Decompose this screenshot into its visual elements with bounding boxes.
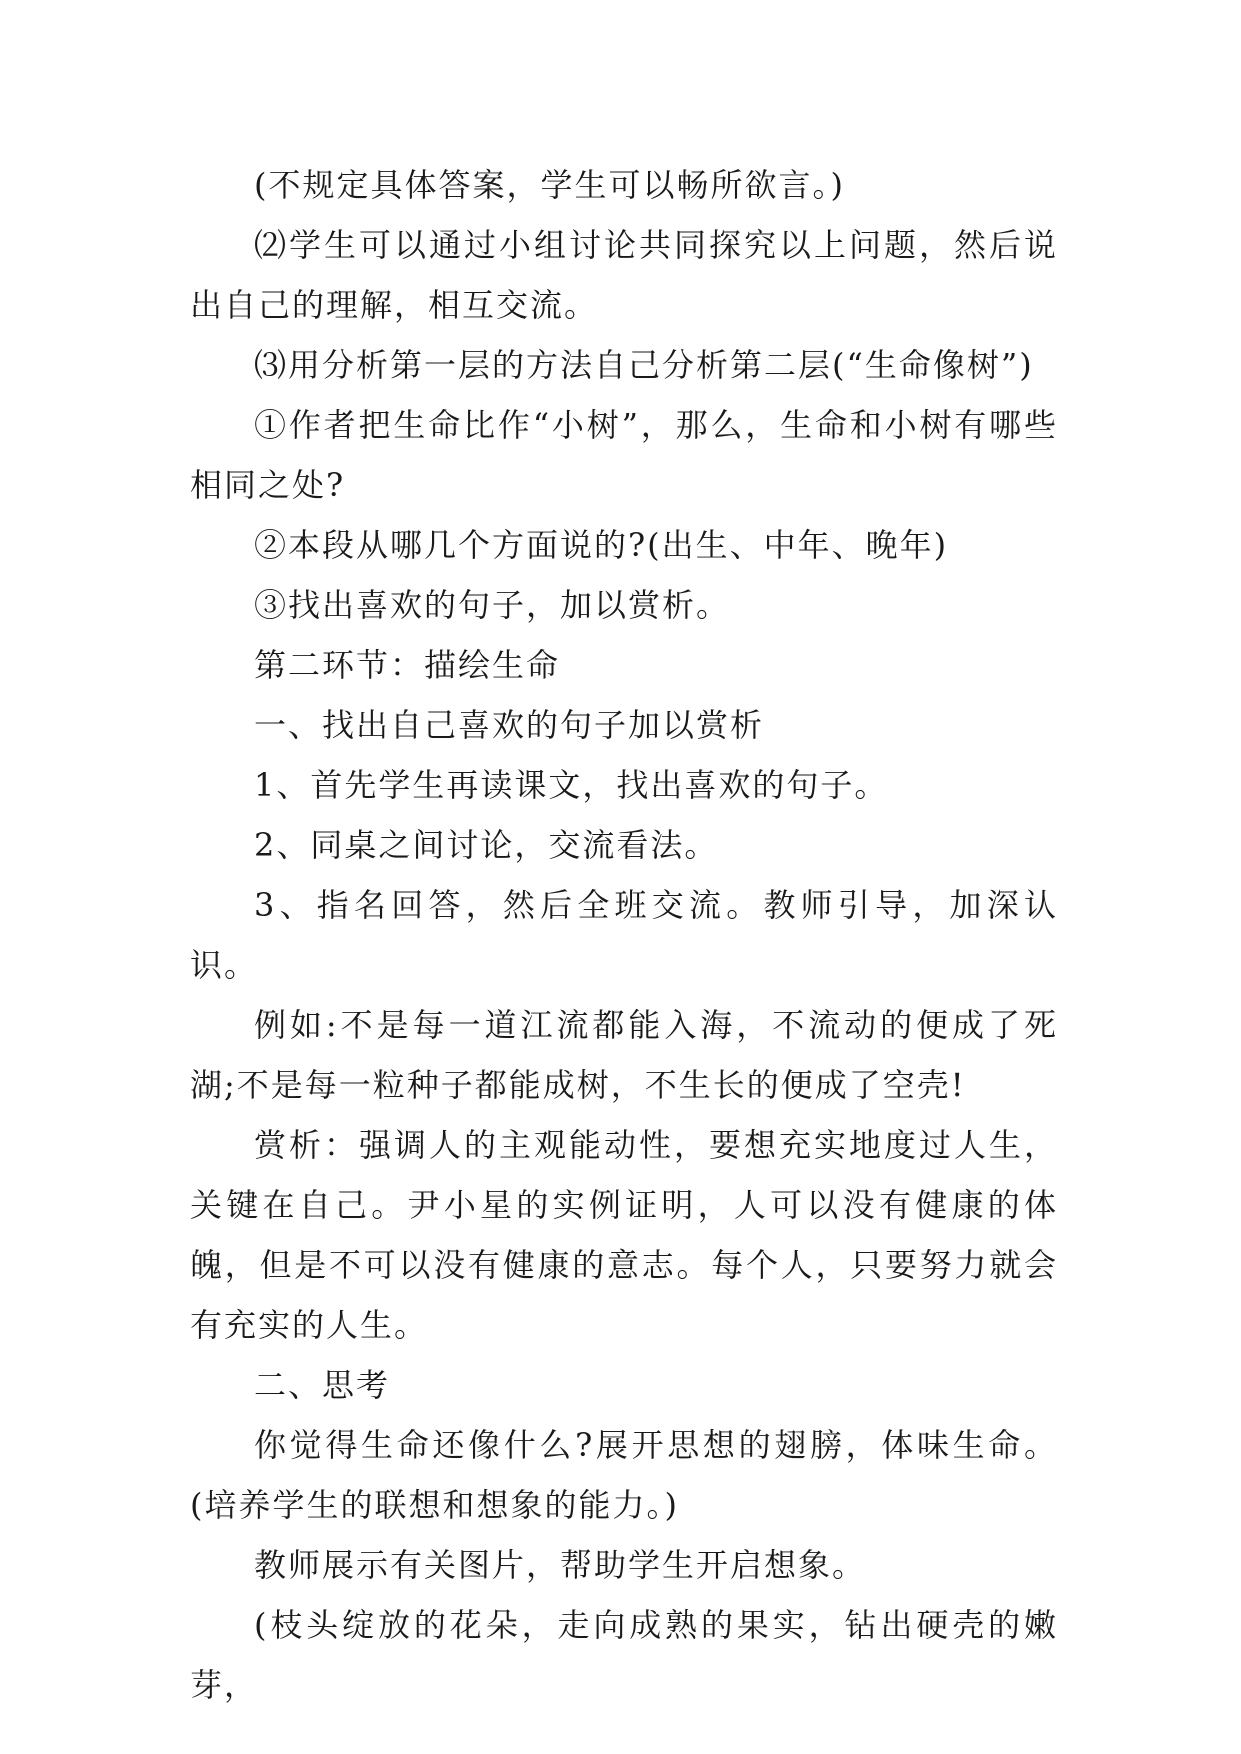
paragraph-step-3: 3、指名回答，然后全班交流。教师引导，加深认识。 <box>190 886 1058 984</box>
paragraph-2: ⑵学生可以通过小组讨论共同探究以上问题，然后说出自己的理解，相互交流。 <box>190 226 1058 324</box>
paragraph-1: (不规定具体答案，学生可以畅所欲言。) <box>254 166 845 204</box>
paragraph-6: ③找出喜欢的句子，加以赏析。 <box>254 586 731 624</box>
subheading-2: 二、思考 <box>254 1366 391 1404</box>
document-body <box>190 155 1058 1715</box>
paragraph-step-2: 2、同桌之间讨论，交流看法。 <box>254 826 719 864</box>
paragraph-3: ⑶用分析第一层的方法自己分析第二层(“生命像树”) <box>254 346 1034 384</box>
example-paragraph: 例如:不是每一道江流都能入海，不流动的便成了死湖;不是每一粒种子都能成树，不生长的便成了空壳! <box>190 1006 1058 1104</box>
paragraph-5: ②本段从哪几个方面说的?(出生、中年、晚年) <box>254 526 949 564</box>
analysis-paragraph: 赏析：强调人的主观能动性，要想充实地度过人生，关键在自己。尹小星的实例证明，人可以没有健康的体魄，但是不可以没有健康的意志。每个人，只要努力就会有充实的人生。 <box>190 1126 1058 1344</box>
paragraph-4: ①作者把生命比作“小树”，那么，生命和小树有哪些相同之处? <box>190 406 1058 504</box>
subheading-1: 一、找出自己喜欢的句子加以赏析 <box>254 706 765 744</box>
question-paragraph: 你觉得生命还像什么?展开思想的翅膀，体味生命。(培养学生的联想和想象的能力。) <box>190 1426 1058 1524</box>
teacher-paragraph: 教师展示有关图片，帮助学生开启想象。 <box>254 1546 867 1584</box>
paragraph-step-1: 1、首先学生再读课文，找出喜欢的句子。 <box>254 766 889 804</box>
closing-paragraph: (枝头绽放的花朵，走向成熟的果实，钻出硬壳的嫩芽， <box>190 1606 1058 1704</box>
section-heading: 第二环节：描绘生命 <box>254 646 561 684</box>
